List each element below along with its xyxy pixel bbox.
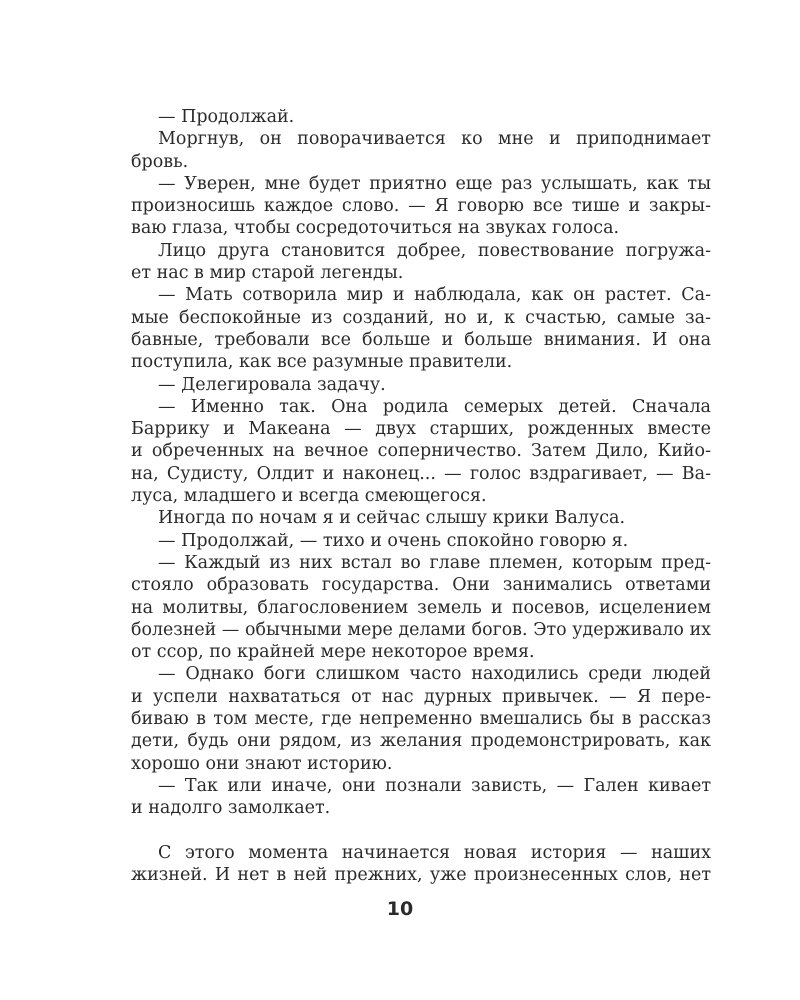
text-line: произносишь каждое слово. — Я говорю все тише и закры-: [131, 196, 711, 217]
text-line: и обреченных на вечное соперничество. Затем Дило, Кийо-: [131, 441, 711, 462]
text-line: дети, будь они рядом, из желания продемонстрировать, как: [131, 731, 711, 752]
text-line: Лицо друга становится добрее, повествование погружа-: [158, 240, 711, 261]
text-line: и успели нахвататься от нас дурных привычек. — Я пере-: [131, 686, 711, 707]
text-line: ет нас в мир старой легенды.: [131, 263, 404, 284]
text-line: хорошо они знают историю.: [131, 753, 393, 774]
text-line: — Именно так. Она родила семерых детей. Сначала: [158, 396, 711, 417]
text-line: — Делегировала задачу.: [158, 374, 386, 395]
paragraph-gap: [131, 820, 711, 842]
text-line: Баррику и Макеана — двух старших, рожденных вместе: [131, 419, 711, 440]
text-line: болезней — обычными мере делами богов. Это удерживало их: [131, 619, 711, 640]
text-line: — Мать сотворила мир и наблюдала, как он растет. Са-: [158, 285, 711, 306]
text-line: мые беспокойные из созданий, но и, к счастью, самые за-: [131, 307, 711, 328]
body-text: [131, 106, 711, 886]
text-line: — Каждый из них встал во главе племен, которым пред-: [158, 552, 711, 573]
text-line: Моргнув, он поворачивается ко мне и приподнимает: [158, 129, 711, 150]
page-number: 10: [386, 898, 414, 920]
text-line: луса, младшего и всегда смеющегося.: [131, 486, 487, 507]
text-line: — Однако боги слишком часто находились среди людей: [158, 664, 711, 685]
text-line: поступила, как все разумные правители.: [131, 352, 513, 373]
text-line: на молитвы, благословением земель и посевов, исцелением: [131, 597, 711, 618]
text-line: — Так или иначе, они познали зависть, — Гален кивает: [158, 775, 711, 796]
text-line: на, Судисту, Олдит и наконец... — голос вздрагивает, — Ва-: [131, 463, 711, 484]
text-line: бровь.: [131, 151, 189, 172]
text-line: от ссор, по крайней мере некоторое время.: [131, 642, 535, 663]
text-line: — Продолжай.: [158, 107, 295, 127]
text-line: стояло образовать государства. Они занимались ответами: [131, 575, 711, 596]
text-line: С этого момента начинается новая история — наших: [158, 842, 711, 863]
text-line: Иногда по ночам я и сейчас слышу крики Валуса.: [158, 508, 626, 529]
text-line: ваю глаза, чтобы сосредоточиться на звуках голоса.: [131, 218, 620, 239]
text-line: биваю в том месте, где непременно вмешались бы в рассказ: [131, 709, 711, 730]
text-line: — Уверен, мне будет приятно еще раз услышать, как ты: [158, 173, 711, 194]
text-line: — Продолжай, — тихо и очень спокойно говорю я.: [158, 530, 629, 551]
text-line: и надолго замолкает.: [131, 798, 331, 819]
text-line: бавные, требовали все больше и больше внимания. И она: [131, 329, 711, 350]
text-line: жизней. И нет в ней прежних, уже произнесенных слов, нет: [131, 865, 711, 886]
